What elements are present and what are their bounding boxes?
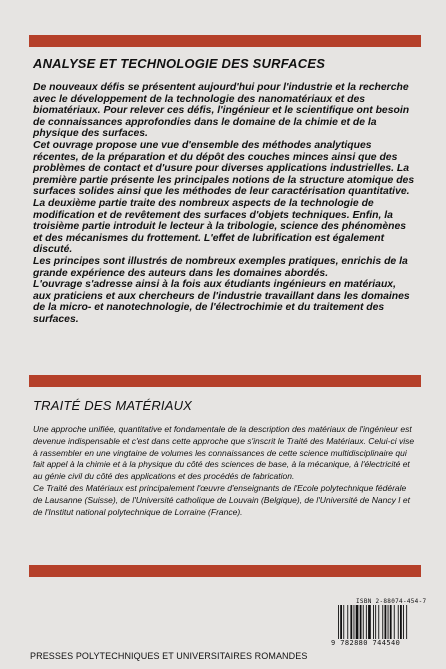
surfaces-description	[33, 82, 415, 325]
top-decorative-band	[29, 35, 421, 47]
paragraph-examples: Les principes sont illustrés de nombreux exemples pratiques, enrichis de la grande expérience des auteurs dans les domaines abordés.	[33, 255, 408, 279]
bottom-decorative-band	[29, 565, 421, 577]
traite-description	[33, 424, 417, 518]
paragraph-intro: De nouveaux défis se présentent aujourd'hui pour l'industrie et la recherche avec le développement de la technologie des nanomatériaux et des biomatériaux. Pour relever ces défis, l'ingénieur et le scientifique ont besoin de connaissances approfondies dans le domaine de la chimie et de la physique des surfaces.	[33, 82, 410, 140]
paragraph-audience: L'ouvrage s'adresse ainsi à la fois aux étudiants ingénieurs en matériaux, aux praticiens et aux chercheurs de l'industrie travaillant dans les domaines de la micro- et nanotechnologie, de l'électrochimie et du traitement des surfaces.	[33, 279, 410, 325]
middle-decorative-band	[29, 375, 421, 387]
section-title-traite: TRAITÉ DES MATÉRIAUX	[33, 398, 193, 413]
ean-number: 9 782880 744540	[331, 639, 401, 647]
paragraph-overview: Cet ouvrage propose une vue d'ensemble des méthodes analytiques récentes, de la préparation et du dépôt des couches minces ainsi que des problèmes de contact et d'usure pour diverses applications industrielles. La première partie présente les principales notions de la structure atomique des surfaces solides ainsi que les méthodes de leur caractérisation quantitative. La deuxième partie traite des nombreux aspects de la technologie de modification et de revêtement des surfaces d'objets techniques. Enfin, la troisième partie introduit le lecteur à la tribologie, science des phénomènes et des mécanismes du frottement. L'effet de lubrification est également discuté.	[33, 139, 415, 256]
publisher-name: PRESSES POLYTECHNIQUES ET UNIVERSITAIRES ROMANDES	[30, 651, 308, 661]
section-title-surfaces: ANALYSE ET TECHNOLOGIE DES SURFACES	[33, 56, 326, 71]
paragraph-authors: Ce Traité des Matériaux est principalement l'œuvre d'enseignants de l'Ecole polytechnique fédérale de Lausanne (Suisse), de l'Université catholique de Louvain (Belgique), de l'Université de Nancy I et de l'Institut national polytechnique de Lorraine (France).	[33, 482, 410, 517]
isbn-number: ISBN 2-88074-454-7	[356, 598, 427, 605]
paragraph-approach: Une approche unifiée, quantitative et fondamentale de la description des matériaux de l'ingénieur est devenue indispensable et c'est dans cette approche que s'inscrit le Traité des Matériaux. Celui-ci vise à rassembler en une vingtaine de volumes les connaissances de cette science multidisciplinaire qui fait appel à la chimie et à la physique du côté des sciences de base, à la mécanique, à l'électricité et au génie civil du côté des applications et des procédés de fabrication.	[33, 424, 415, 482]
